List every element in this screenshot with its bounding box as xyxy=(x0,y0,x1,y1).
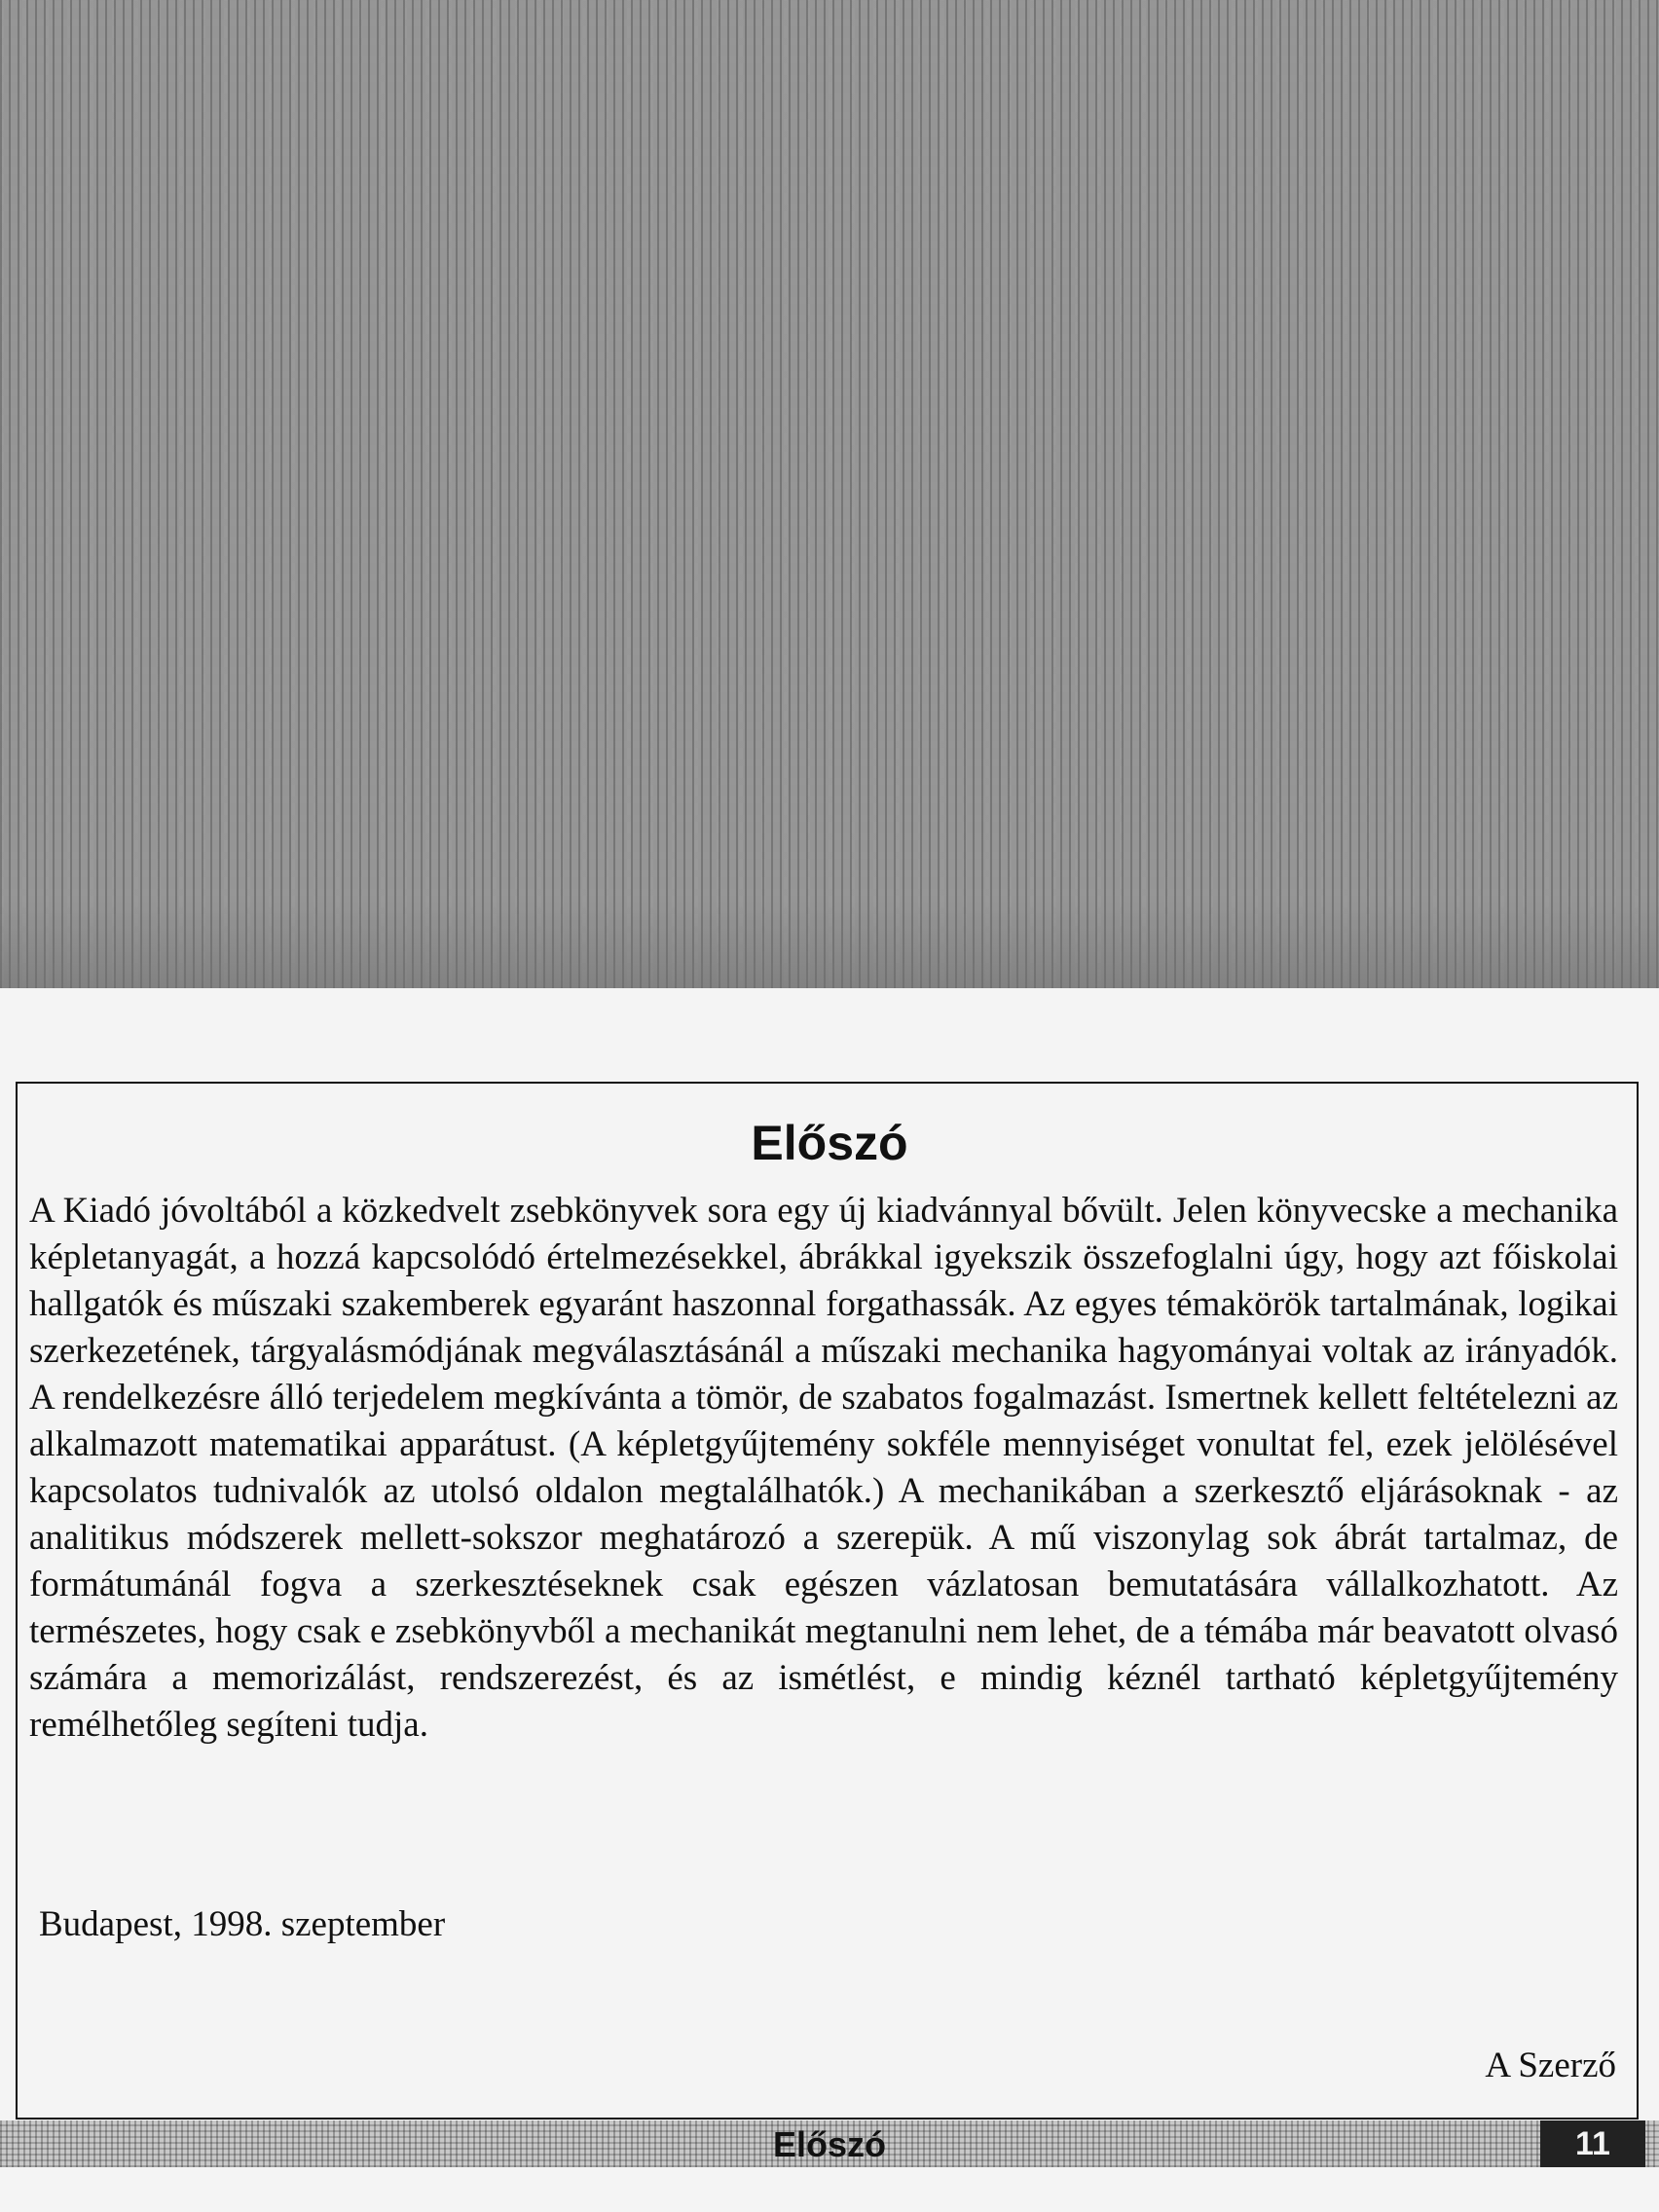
preface-paragraph: A Kiadó jóvoltából a közkedvelt zsebkönyvek sora egy új kiadvánnyal bővült. Jelen könyvecske a mechanika képletanyagát, a hozzá kapcsolódó értelmezésekkel, ábrákkal igyekszik összefoglalni úgy, hogy azt főiskolai hallgatók és műszaki szakemberek egyaránt haszonnal forgathassák. Az egyes témakörök tartalmának, logikai szerkezetének, tárgyalásmódjának megválasztásánál a műszaki mechanika hagyományai voltak az irányadók. A rendelkezésre álló terjedelem megkívánta a tömör, de szabatos fogalmazást. Ismertnek kellett feltételezni az alkalmazott matematikai apparátust. (A képletgyűjtemény sokféle mennyiséget vonultat fel, ezek jelölésével kapcsolatos tudnivalók az utolsó oldalon megtalálhatók.) A mechanikában a szerkesztő eljárásoknak - az analitikus módszerek mellett-sokszor meghatározó a szerepük. A mű viszonylag sok ábrát tartalmaz, de formátumánál fogva a szerkesztéseknek csak egészen vázlatosan bemutatására vállalkozhatott. Az természetes, hogy csak e zsebkönyvből a mechanikát megtanulni nem lehet, de a témába már beavatott olvasó számára a memorizálást, rendszerezést, és az ismétlést, e mindig kéznél tartható képletgyűjtemény remélhetőleg segíteni tudja. xyxy=(29,1191,1618,1745)
author-signature: A Szerző xyxy=(1485,2046,1616,2085)
page-title: Előszó xyxy=(751,1116,908,1170)
book-page xyxy=(0,988,1659,2212)
running-title: Előszó xyxy=(772,2124,886,2164)
place-date: Budapest, 1998. szeptember xyxy=(39,1904,446,1944)
page-number: 11 xyxy=(1540,2120,1645,2167)
cover-texture xyxy=(0,0,1659,988)
page-footer xyxy=(0,2120,1659,2167)
